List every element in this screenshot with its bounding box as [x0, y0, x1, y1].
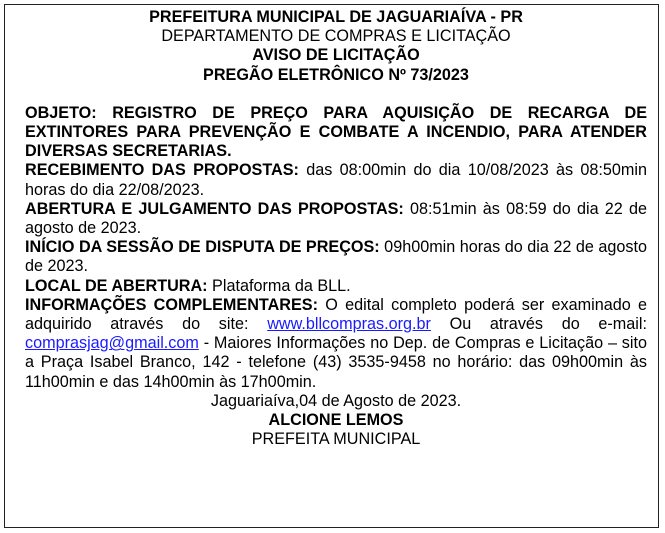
site-link[interactable]: www.bllcompras.org.br [267, 315, 431, 334]
info-text-3: - Maiores Informações no Dep. de Compras e Licitação – sito a Praça Isabel Branco, 142 - telefone (43) 3535-9458 no horário: das 09h00min às 11h00min e das 14h00min às 17h00min. [25, 334, 647, 391]
notice-type: AVISO DE LICITAÇÃO [252, 46, 420, 65]
signatory-name: ALCIONE LEMOS [268, 411, 404, 430]
recebimento-paragraph [25, 161, 647, 199]
pregao-number: PREGÃO ELETRÔNICO Nº 73/2023 [203, 65, 469, 84]
info-text-1: O edital completo poderá ser examinado e adquirido através do site: [25, 295, 647, 334]
department-name: DEPARTAMENTO DE COMPRAS E LICITAÇÃO [161, 27, 511, 46]
inicio-label: INÍCIO DA SESSÃO DE DISPUTA DE PREÇOS: [25, 238, 380, 257]
local-label: LOCAL DE ABERTURA: [25, 276, 208, 295]
info-label: INFORMAÇÕES COMPLEMENTARES: [25, 295, 318, 314]
licitation-notice [4, 4, 659, 528]
local-text: Plataforma da BLL. [207, 276, 351, 295]
recebimento-text: das 08:00min do dia 10/08/2023 às 08:50min horas do dia 22/08/2023. [25, 161, 647, 199]
objeto-paragraph: OBJETO: REGISTRO DE PREÇO PARA AQUISIÇÃO DE RECARGA DE EXTINTORES PARA PREVENÇÃO E COMBATE A INCENDIO, PARA ATENDER DIVERSAS SECRETARIAS. [25, 103, 647, 161]
prefeitura-title: PREFEITURA MUNICIPAL DE JAGUARIAÍVA - PR [149, 8, 523, 26]
inicio-text: 09h00min horas do dia 22 de agosto de 2023. [25, 238, 647, 276]
abertura-label: ABERTURA E JULGAMENTO DAS PROPOSTAS: [25, 199, 404, 218]
info-paragraph [25, 296, 647, 392]
email-link[interactable]: comprasjag@gmail.com [25, 334, 199, 353]
inicio-paragraph [25, 238, 647, 276]
spacer [25, 85, 647, 104]
abertura-paragraph [25, 200, 647, 238]
recebimento-label: RECEBIMENTO DAS PROPOSTAS: [25, 161, 299, 180]
info-text-2: Ou através do e-mail: [430, 315, 647, 334]
date-line: Jaguariaíva,04 de Agosto de 2023. [210, 391, 462, 410]
abertura-text: 08:51min às 08:59 do dia 22 de agosto de 2023. [25, 199, 647, 238]
local-paragraph [25, 277, 647, 296]
signatory-title: PREFEITA MUNICIPAL [251, 430, 421, 449]
